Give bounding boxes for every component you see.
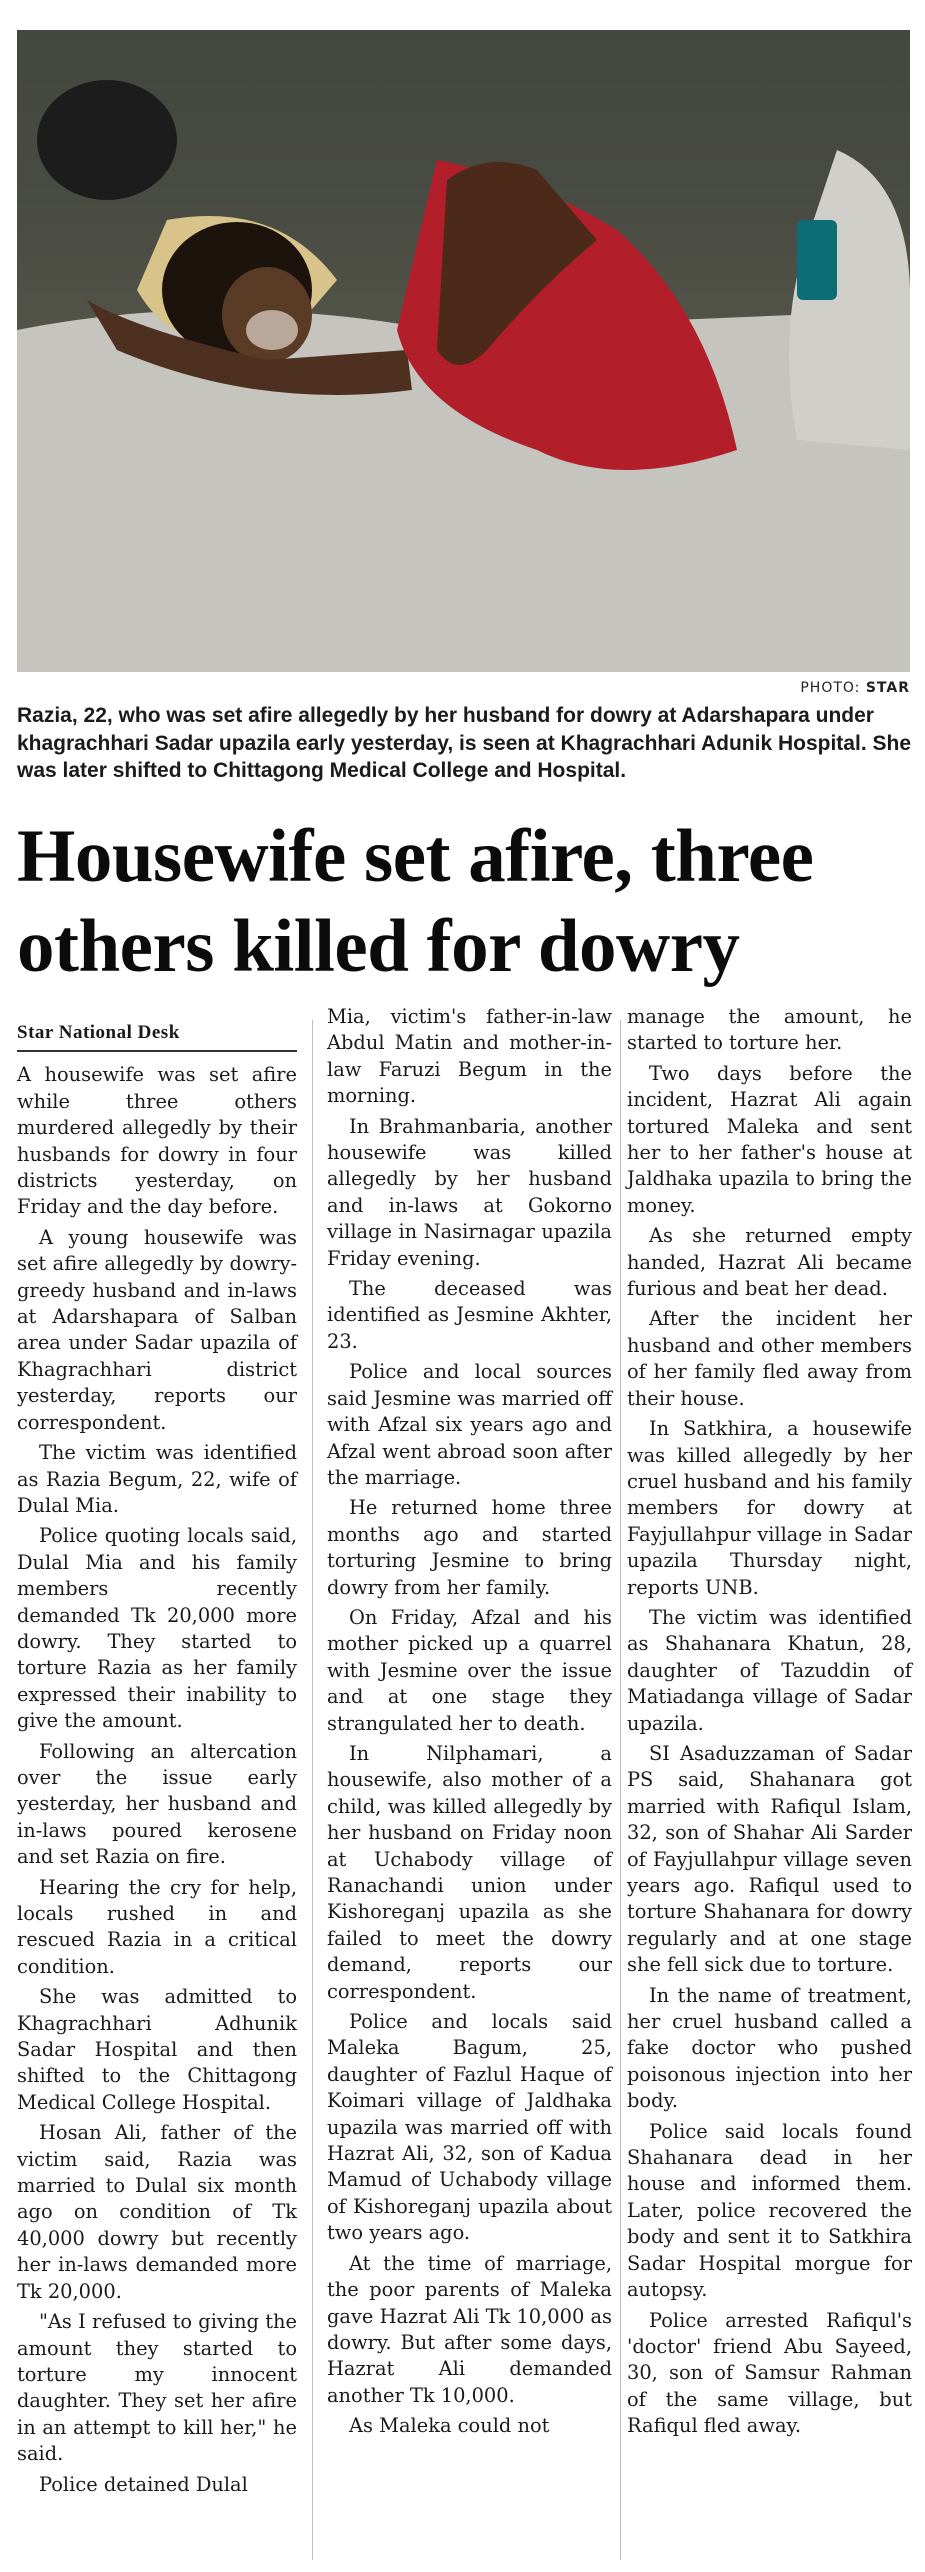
paragraph: A young housewife was set afire allegedly by dowry-greedy husband and in-laws at Adarshapara of Salban area under Sadar upazila of Khagrachhari district yesterday, reports our correspondent.: [17, 1225, 297, 1434]
article-column-2: [327, 1004, 612, 2444]
paragraph: At the time of marriage, the poor parents of Maleka gave Hazrat Ali Tk 10,000 as dowry. But after some days, Hazrat Ali demanded another Tk 10,000.: [327, 2251, 612, 2407]
article-column-3: [627, 1004, 912, 2444]
photo-illustration: [17, 30, 910, 672]
paragraph: A housewife was set afire while three others murdered allegedly by their husbands for dowry in four districts yesterday, on Friday and the day before.: [17, 1063, 297, 1219]
paragraph: Two days before the incident, Hazrat Ali again tortured Maleka and sent her to her father's house at Jaldhaka upazila to bring the money.: [627, 1061, 912, 1217]
paragraph: In Satkhira, a housewife was killed allegedly by her cruel husband and his family members for dowry at Fayjullahpur village in Sadar upazila Thursday night, reports UNB.: [627, 1417, 912, 1599]
paragraph: Police and local sources said Jesmine was married off with Afzal six years ago and Afzal went abroad soon after the marriage.: [327, 1360, 612, 1489]
paragraph: As she returned empty handed, Hazrat Ali became furious and beat her dead.: [627, 1224, 912, 1301]
column-divider: [312, 1020, 313, 2560]
paragraph: He returned home three months ago and started torturing Jesmine to bring dowry from her family.: [327, 1496, 612, 1599]
paragraph: On Friday, Afzal and his mother picked up a quarrel with Jesmine over the issue and at one stage they strangulated her to death.: [327, 1605, 612, 1735]
column-divider: [620, 1020, 621, 2560]
paragraph: In Nilphamari, a housewife, also mother of a child, was killed allegedly by her husband on Friday noon at Uchabody village of Ranachandi union under Kishoreganj upazila as she failed to meet the dowry demand, reports our correspondent.: [327, 1741, 612, 2003]
photo-credit: PHOTO: STAR: [800, 680, 910, 696]
paragraph: Police detained Dulal: [39, 2472, 248, 2496]
photo-caption: Razia, 22, who was set afire allegedly by her husband for dowry at Adarshapara under khagrachhari Sadar upazila early yesterday, is seen at Khagrachhari Adunik Hospital. She was later shifted to Chittagong Medical College and Hospital.: [17, 704, 911, 782]
paragraph: In the name of treatment, her cruel husband called a fake doctor who pushed poisonous injection into her body.: [627, 1983, 912, 2113]
paragraph: Police and locals said Maleka Bagum, 25, daughter of Fazlul Haque of Koimari village of Jaldhaka upazila was married off with Hazrat Ali, 32, son of Kadua Mamud of Uchabody village of Kishoreganj upazila about two years ago.: [327, 2010, 612, 2245]
paragraph: The victim was identified as Shahanara Khatun, 28, daughter of Tazuddin of Matiadanga village of Sadar upazila.: [627, 1605, 912, 1735]
paragraph: In Brahmanbaria, another housewife was killed allegedly by her husband and in-laws at Gokorno village in Nasirnagar upazila Friday evening.: [327, 1114, 612, 1270]
paragraph: Hosan Ali, father of the victim said, Razia was married to Dulal six month ago on condition of Tk 40,000 dowry but recently her in-laws demanded more Tk 20,000.: [17, 2121, 297, 2303]
paragraph: As Maleka could not: [349, 2414, 550, 2438]
paragraph: "As I refused to giving the amount they started to torture my innocent daughter. They set her afire in an attempt to kill her," he said.: [17, 2310, 297, 2466]
paragraph: Mia, victim's father-in-law Abdul Matin and mother-in-law Faruzi Begum in the morning.: [327, 1005, 612, 1108]
paragraph: Hearing the cry for help, locals rushed in and rescued Razia in a critical condition.: [17, 1875, 297, 1978]
paragraph: Following an altercation over the issue early yesterday, her husband and in-laws poured kerosene and set Razia on fire.: [17, 1739, 297, 1869]
byline: Star National Desk: [17, 1020, 297, 1052]
paragraph: SI Asaduzzaman of Sadar PS said, Shahanara got married with Rafiqul Islam, 32, son of Shahar Ali Sarder of Fayjullahpur village seven years ago. Rafiqul used to torture Shahanara for dowry regularly and at one stage she fell sick due to torture.: [627, 1741, 912, 1977]
paragraph: She was admitted to Khagrachhari Adhunik Sadar Hospital and then shifted to the Chittagong Medical College Hospital.: [17, 1985, 297, 2114]
paragraph: The victim was identified as Razia Begum, 22, wife of Dulal Mia.: [17, 1441, 297, 1517]
paragraph: Police arrested Rafiqul's 'doctor' friend Abu Sayeed, 30, son of Samsur Rahman of the same village, but Rafiqul fled away.: [627, 2308, 912, 2438]
paragraph: After the incident her husband and other members of her family fled away from their house.: [627, 1307, 912, 1410]
paragraph: Police quoting locals said, Dulal Mia and his family members recently demanded Tk 20,000 more dowry. They started to torture Razia as her family expressed their inability to give the amount.: [17, 1524, 297, 1733]
paragraph: manage the amount, he started to torture her.: [627, 1005, 912, 1055]
paragraph: The deceased was identified as Jesmine Akhter, 23.: [327, 1277, 612, 1353]
news-photo: [17, 30, 910, 672]
article-column-1: [17, 1020, 297, 2502]
paragraph: Police said locals found Shahanara dead in her house and informed them. Later, police recovered the body and sent it to Satkhira Sadar Hospital morgue for autopsy.: [627, 2119, 912, 2302]
headline: Housewife set afire, three others killed for dowry: [17, 815, 814, 988]
